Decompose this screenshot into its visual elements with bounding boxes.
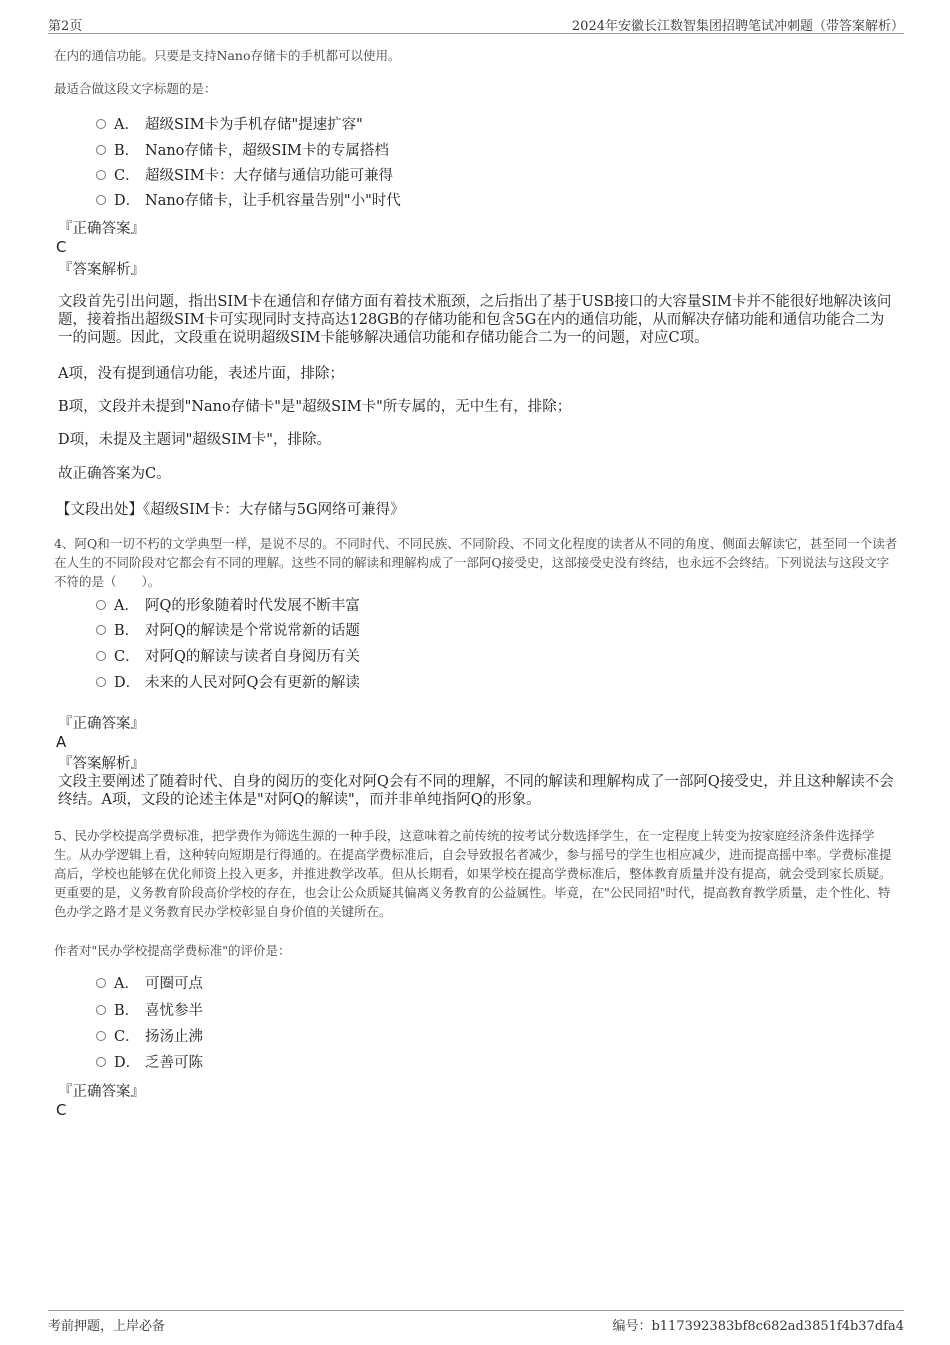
radio-icon[interactable] [96,1005,106,1015]
q4-analysis-label: 『答案解析』 [58,756,145,772]
q4-question: 4、阿Q和一切不朽的文学典型一样，是说不尽的。不同时代、不同民族、不同阶段、不同文化程度的读者从不同的角度、侧面去解读它，甚至同一个读者在人生的不同阶段对它都会有不同的理解。这些不同的解读和理解构成了一部阿Q接受史，这部接受史没有终结，也永远不会终结。下列说法与这段文字不符的是（ ）。 [54,536,898,589]
radio-icon[interactable] [96,145,106,155]
q3-analysis-paragraph: 文段首先引出问题，指出SIM卡在通信和存储方面有着技术瓶颈，之后指出了基于USB接口的大容量SIM卡并不能很好地解决该问题，接着指出超级SIM卡可实现同时支持高达128GB的存储功能和包含5G在内的通信功能，从而解决存储功能和通信功能合二为一的问题。因此，文段重在说明超级SIM卡能够解决通信功能和存储功能合二为一的问题，对应C项。 [58,294,892,346]
q5-option-b[interactable]: B． 喜忧参半 [96,1001,203,1021]
q4-analysis: 文段主要阐述了随着时代、自身的阅历的变化对阿Q会有不同的理解，不同的解读和理解构成了一部阿Q接受史，并且这种解读不会终结。A项，文段的论述主体是"对阿Q的解读"，而并非单纯指阿Q的形象。 [58,774,894,808]
radio-icon[interactable] [96,677,106,687]
q3-option-b[interactable]: B． Nano存储卡，超级SIM卡的专属搭档 [96,141,389,161]
q5-answer-label: 『正确答案』 [58,1084,145,1100]
radio-icon[interactable] [96,195,106,205]
q4-option-d[interactable]: D． 未来的人民对阿Q会有更新的解读 [96,673,360,693]
q3-intro: 在内的通信功能。只要是支持Nano存储卡的手机都可以使用。 [54,48,401,63]
q3-answer-label: 『正确答案』 [58,221,145,237]
q4-option-b[interactable]: B． 对阿Q的解读是个常说常新的话题 [96,621,360,641]
footer-slogan: 考前押题，上岸必备 [48,1319,166,1334]
radio-icon[interactable] [96,651,106,661]
q3-source: 【文段出处】《超级SIM卡：大存储与5G网络可兼得》 [56,502,405,518]
q5-question: 5、民办学校提高学费标准，把学费作为筛选生源的一种手段，这意味着之前传统的按考试分数选择学生，在一定程度上转变为按家庭经济条件选择学生。从办学逻辑上看，这种转向短期是行得通的。在提高学费标准后，自会导致报名者减少，参与摇号的学生也相应减少，进而提高摇中率。学费标准提高后，学校也能够在优化师资上投入更多，并推进教学改革。但从长期看，如果学校在提高学费标准后，整体教育质量并没有提高，就会受到家长质疑。更重要的是，义务教育阶段高价学校的存在，也会让公众质疑其偏离义务教育的公益属性。毕竟，在"公民同招"时代，提高教育教学质量，走个性化、特色办学之路才是义务教育民办学校彰显自身价值的关键所在。 [54,828,892,919]
q3-option-d[interactable]: D． Nano存储卡，让手机容量告别"小"时代 [96,191,401,211]
document-id: 编号：b117392383bf8c682ad3851f4b37dfa4 [612,1319,904,1334]
q4-answer: A [56,733,67,751]
q3-analysis-a: A项，没有提到通信功能，表述片面，排除； [58,366,344,382]
radio-icon[interactable] [96,170,106,180]
q4-option-c[interactable]: C． 对阿Q的解读与读者自身阅历有关 [96,647,360,667]
q5-option-d[interactable]: D． 乏善可陈 [96,1053,203,1073]
q3-analysis-b: B项，文段并未提到"Nano存储卡"是"超级SIM卡"所专属的，无中生有，排除； [58,399,572,415]
radio-icon[interactable] [96,625,106,635]
radio-icon[interactable] [96,978,106,988]
q5-answer: C [56,1101,67,1119]
q3-option-a[interactable]: A． 超级SIM卡为手机存储"提速扩容" [96,115,363,135]
q3-conclusion: 故正确答案为C。 [58,466,171,482]
q5-prompt: 作者对"民办学校提高学费标准"的评价是： [54,943,291,958]
q3-analysis-d: D项，未提及主题词"超级SIM卡"，排除。 [58,432,331,448]
q5-option-a[interactable]: A． 可圈可点 [96,974,203,994]
q4-answer-label: 『正确答案』 [58,716,145,732]
q3-option-c[interactable]: C． 超级SIM卡：大存储与通信功能可兼得 [96,166,393,186]
radio-icon[interactable] [96,1057,106,1067]
page-number: 第2页 [48,19,83,34]
radio-icon[interactable] [96,119,106,129]
q3-prompt: 最适合做这段文字标题的是： [54,81,217,96]
page-header [48,14,904,34]
page-footer [48,1310,904,1333]
q3-analysis-label: 『答案解析』 [58,262,145,278]
document-title: 2024年安徽长江数智集团招聘笔试冲刺题（带答案解析） [571,19,904,34]
radio-icon[interactable] [96,1031,106,1041]
q4-option-a[interactable]: A． 阿Q的形象随着时代发展不断丰富 [96,596,360,616]
q5-option-c[interactable]: C． 扬汤止沸 [96,1027,203,1047]
radio-icon[interactable] [96,600,106,610]
q3-answer: C [56,238,67,256]
